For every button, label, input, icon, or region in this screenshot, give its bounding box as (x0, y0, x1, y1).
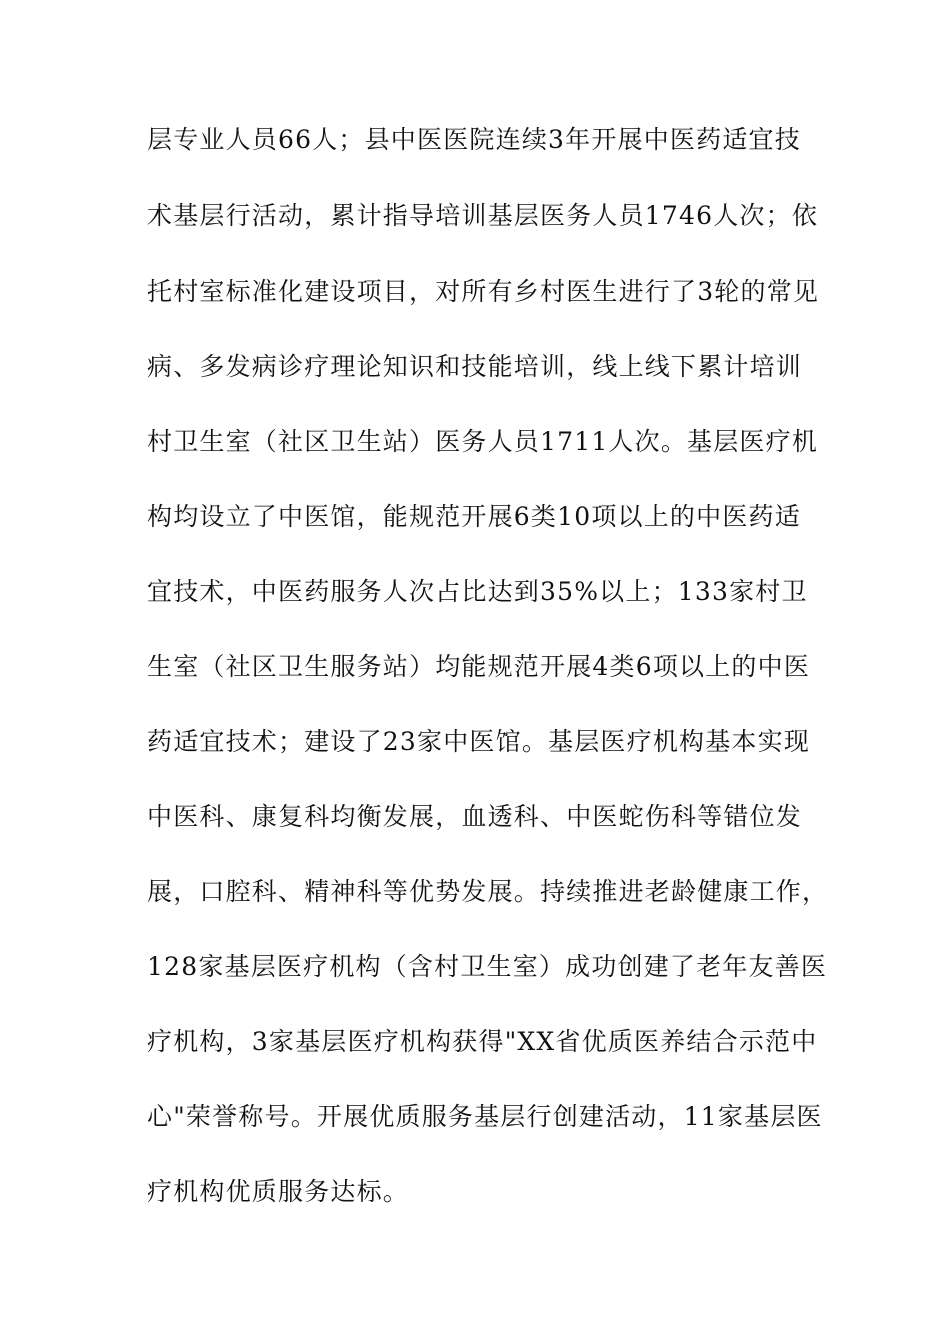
text-line: 托村室标准化建设项目，对所有乡村医生进行了3轮的常见 (147, 277, 820, 306)
text-line: 村卫生室（社区卫生站）医务人员1711人次。基层医疗机 (147, 427, 819, 456)
text-line: 宜技术，中医药服务人次占比达到35%以上；133家村卫 (147, 577, 808, 606)
text-line: 药适宜技术；建设了23家中医馆。基层医疗机构基本实现 (147, 727, 811, 756)
text-line: 心"荣誉称号。开展优质服务基层行创建活动，11家基层医 (147, 1102, 823, 1131)
text-line: 中医科、康复科均衡发展，血透科、中医蛇伤科等错位发 (147, 802, 803, 831)
text-line: 构均设立了中医馆，能规范开展6类10项以上的中医药适 (147, 502, 801, 531)
text-line: 展，口腔科、精神科等优势发展。持续推进老龄健康工作， (147, 877, 829, 906)
text-line: 疗机构优质服务达标。 (147, 1177, 410, 1206)
text-line: 疗机构，3家基层医疗机构获得"XX省优质医养结合示范中 (147, 1027, 818, 1056)
text-line: 层专业人员66人；县中医医院连续3年开展中医药适宜技 (147, 125, 801, 154)
text-line: 术基层行活动，累计指导培训基层医务人员1746人次；依 (147, 201, 819, 230)
text-line: 病、多发病诊疗理论知识和技能培训，线上线下累计培训 (147, 352, 803, 381)
text-line: 128家基层医疗机构（含村卫生室）成功创建了老年友善医 (147, 952, 828, 981)
text-line: 生室（社区卫生服务站）均能规范开展4类6项以上的中医 (147, 652, 811, 681)
